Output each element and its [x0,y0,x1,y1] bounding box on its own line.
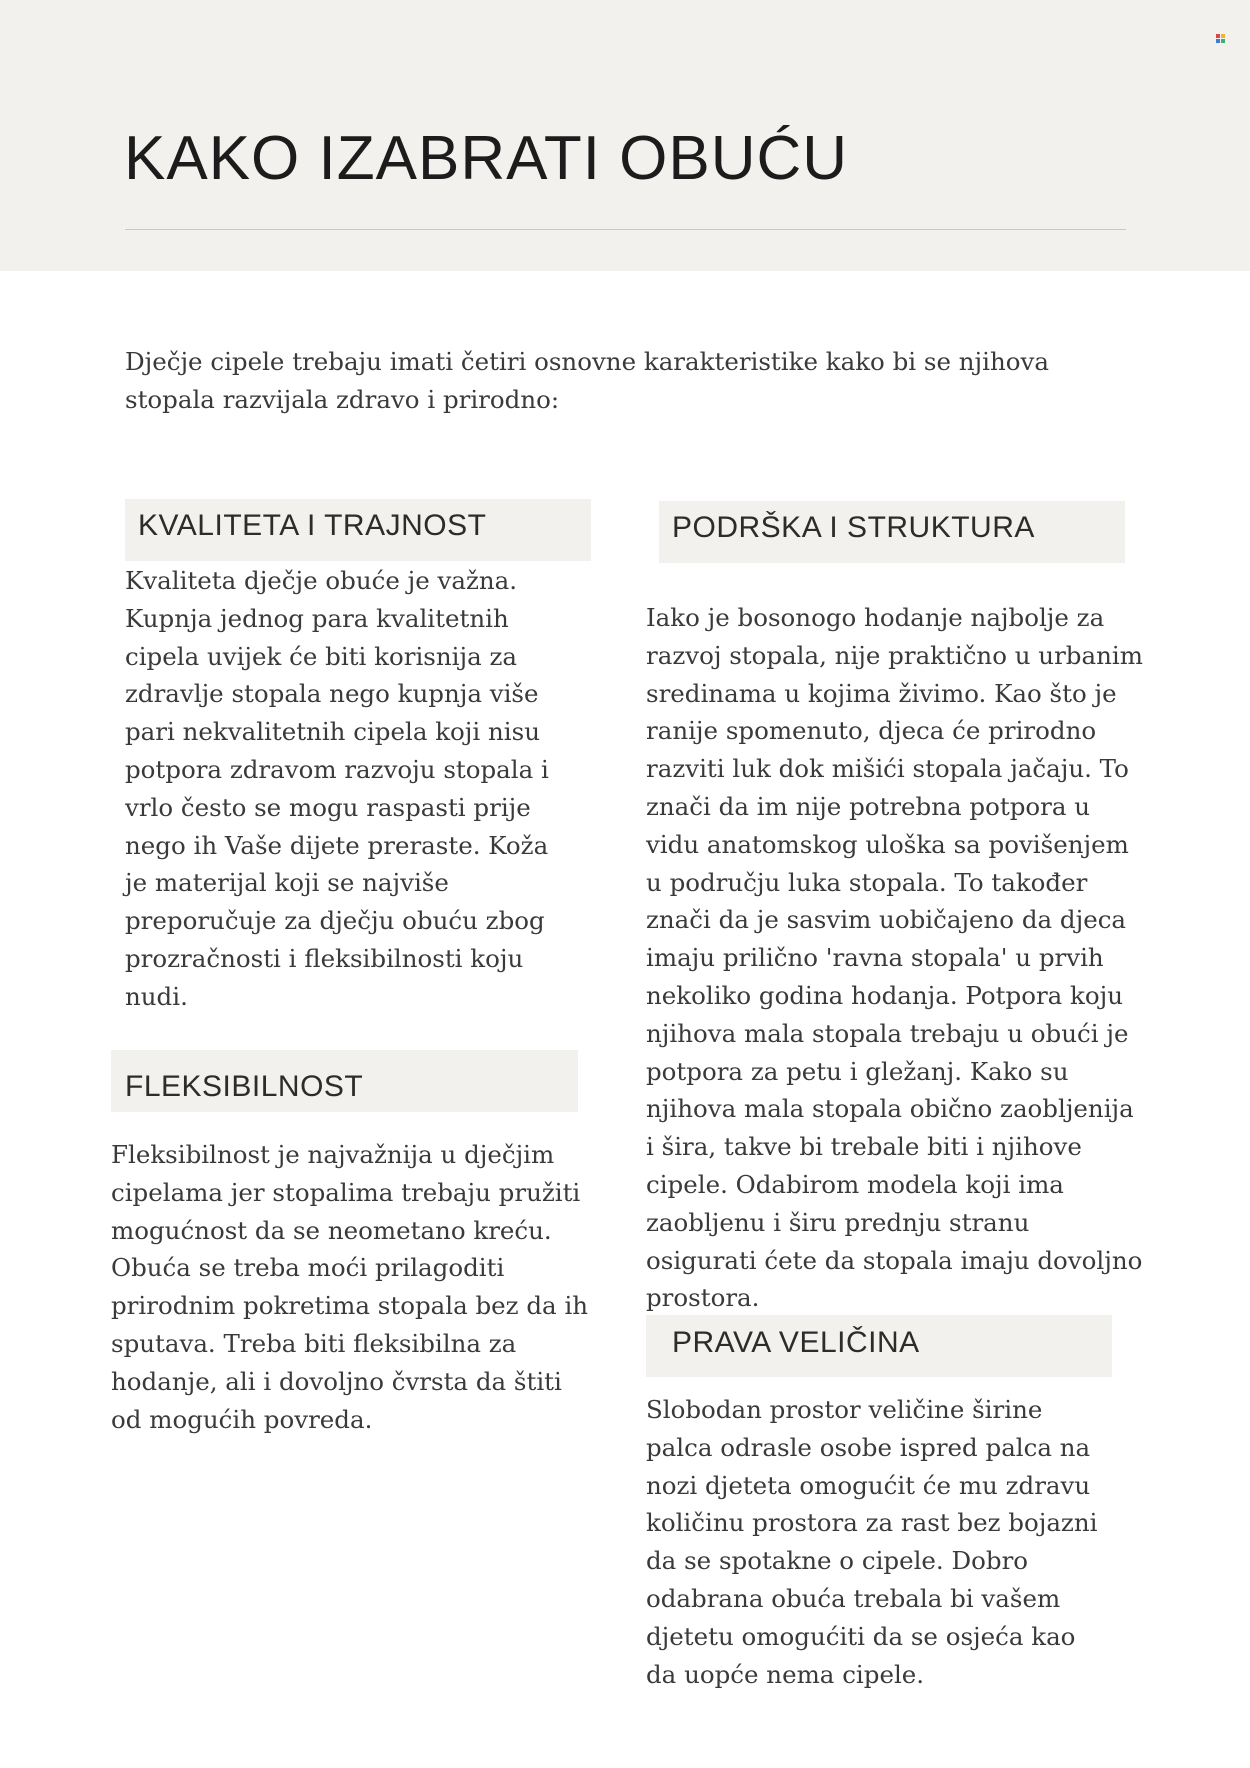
quality-text: Kvaliteta dječje obuće je važna. Kupnja jednog para kvalitetnih cipela uvijek će biti korisnija za zdravlje stopala nego kupnja više pari nekvalitetnih cipela koji nisu potpora zdravom razvoju stopala i vrlo često se mogu raspasti prije nego ih Vaše dijete preraste. Koža je materijal koji se najviše preporučuje za dječju obuću zbog prozračnosti i fleksibilnosti koju nudi. [125,566,549,1011]
flexibility-text: Fleksibilnost je najvažnija u dječjim cipelama jer stopalima trebaju pružiti mogućnost da se neometano kreću. Obuća se treba moći prilagoditi prirodnim pokretima stopala bez da ih sputava. Treba biti fleksibilna za hodanje, ali i dovoljno čvrsta da štiti od mogućih povreda. [111,1140,589,1434]
intro-text: Dječje cipele trebaju imati četiri osnovne karakteristike kako bi se njihova stopala razvijala zdravo i prirodno: [125,347,1049,414]
support-text: Iako je bosonogo hodanje najbolje za razvoj stopala, nije praktično u urbanim sredinama u kojima živimo. Kao što je ranije spomenuto, djeca će prirodno razviti luk dok mišići stopala jačaju. To znači da im nije potrebna potpora u vidu anatomskog uloška sa povišenjem u području luka stopala. To također znači da je sasvim uobičajeno da djeca imaju prilično 'ravna stopala' u prvih nekoliko godina hodanja. Potpora koju njihova mala stopala trebaju u obući je potpora za petu i gležanj. Kako su njihova mala stopala obično zaobljenija i šira, takve bi trebale biti i njihove cipele. Odabirom modela koji ima zaobljenu i širu prednju stranu osigurati ćete da stopala imaju dovoljno prostora. [646,603,1143,1313]
support-heading-box [659,501,1125,563]
support-heading: PODRŠKA I STRUKTURA [672,511,1035,544]
quality-heading: KVALITETA I TRAJNOST [138,509,487,542]
title-divider [125,229,1126,230]
flexibility-heading: FLEKSIBILNOST [125,1070,364,1103]
size-heading: PRAVA VELIČINA [672,1326,920,1359]
size-text: Slobodan prostor veličine širine palca odrasle osobe ispred palca na nozi djeteta omogućit će mu zdravu količinu prostora za rast bez bojazni da se spotakne o cipele. Dobro odabrana obuća trebala bi vašem djetetu omogućiti da se osjeća kao da uopće nema cipele. [646,1395,1098,1689]
quality-heading-box [125,499,591,561]
size-heading-box [646,1315,1112,1377]
page-title: KAKO IZABRATI OBUĆU [124,124,849,193]
flexibility-heading-box [111,1050,578,1112]
brand-mark-icon [1216,34,1225,43]
